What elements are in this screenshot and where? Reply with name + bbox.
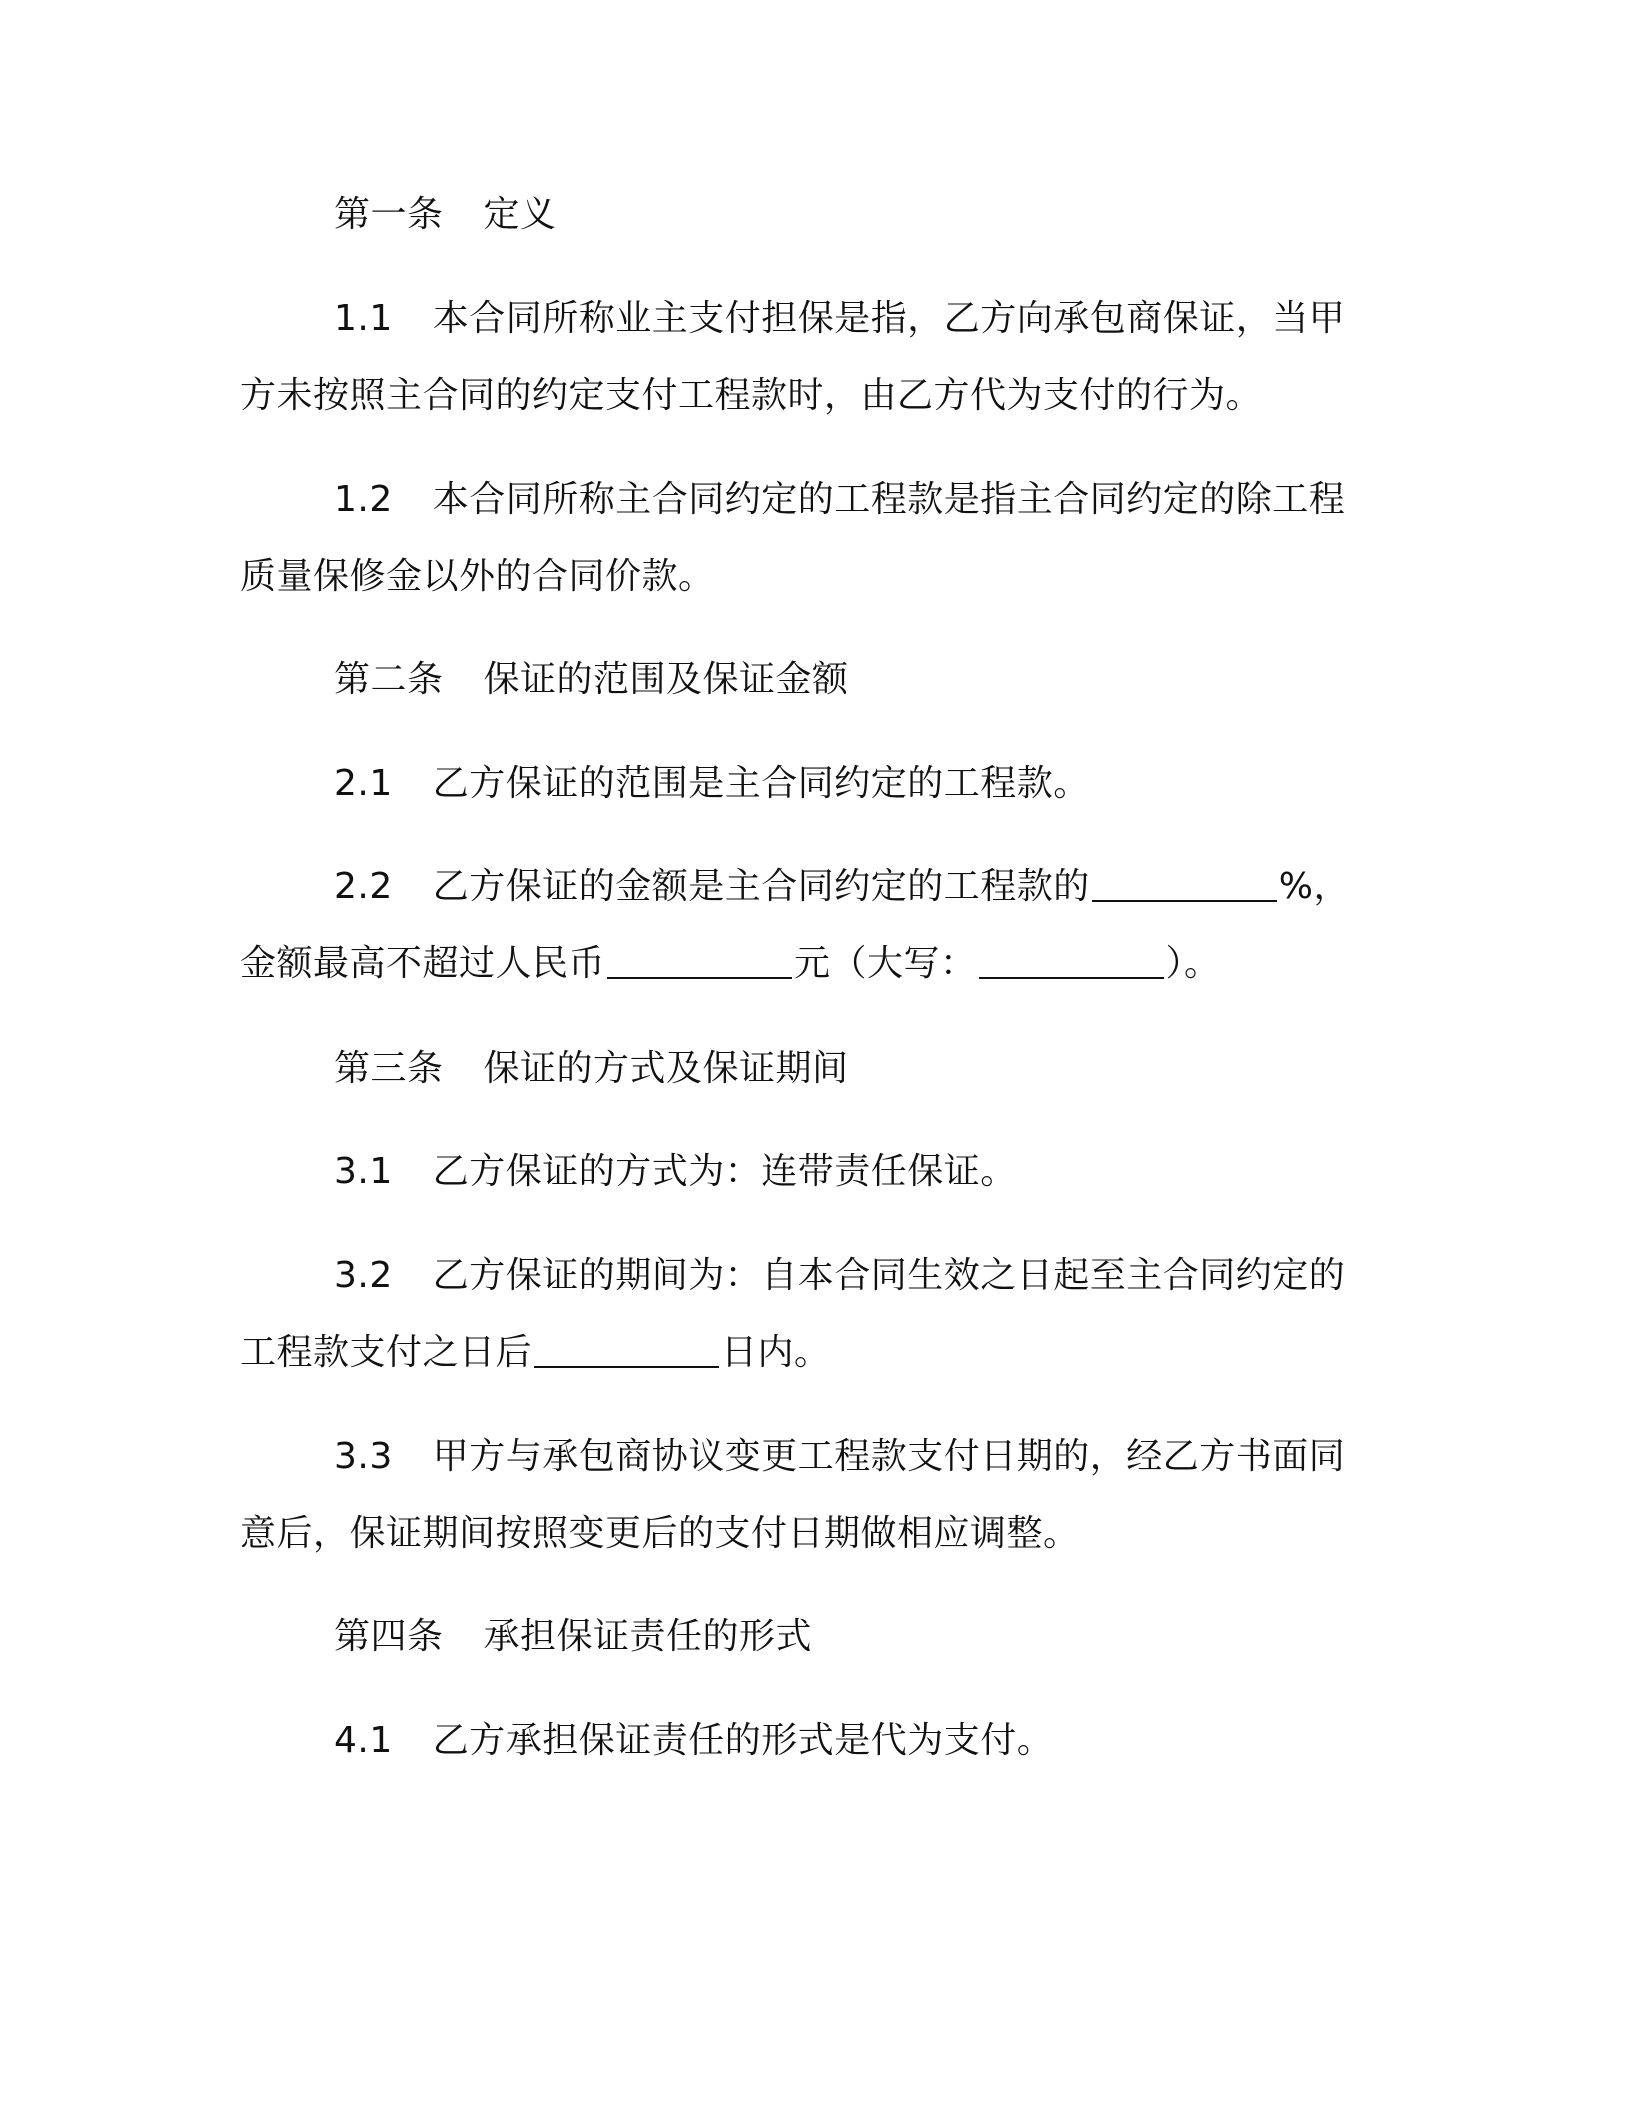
- clause-3-2-line-2: [240, 1330, 1360, 1375]
- amount-blank: [607, 941, 792, 979]
- clause-2-2-number: 2.2: [334, 866, 393, 907]
- clause-1-1-line-2: 方未按照主合同的约定支付工程款时，由乙方代为支付的行为。: [240, 375, 1263, 416]
- clause-2-2-line-1: [334, 864, 1454, 909]
- clause-3-2-pre: 工程款支付之日后: [240, 1332, 533, 1373]
- clause-3-3-text: 甲方与承包商协议变更工程款支付日期的，经乙方书面同: [432, 1436, 1346, 1477]
- article-3-label: 第三条: [334, 1048, 444, 1089]
- article-2-heading: [334, 657, 1454, 702]
- article-3-heading: [334, 1046, 1454, 1091]
- clause-3-1: [334, 1149, 1454, 1194]
- clause-2-1-number: 2.1: [334, 763, 393, 804]
- clause-3-2-number: 3.2: [334, 1255, 393, 1296]
- article-1-label: 第一条: [334, 194, 444, 235]
- clause-2-2-percent: %，: [1278, 866, 1350, 907]
- clause-2-2-line-2: [240, 941, 1360, 986]
- percentage-blank: [1092, 864, 1277, 902]
- clause-1-1-number: 1.1: [334, 298, 393, 339]
- article-4-label: 第四条: [334, 1616, 444, 1657]
- article-4-heading: [334, 1614, 1454, 1659]
- clause-3-1-number: 3.1: [334, 1151, 393, 1192]
- article-3-title: 保证的方式及保证期间: [483, 1048, 849, 1089]
- clause-2-1-text: 乙方保证的范围是主合同约定的工程款。: [432, 763, 1090, 804]
- article-2-label: 第二条: [334, 659, 444, 700]
- clause-3-3-line-1: [334, 1434, 1454, 1479]
- article-2-title: 保证的范围及保证金额: [483, 659, 849, 700]
- clause-1-2-number: 1.2: [334, 479, 393, 520]
- clause-2-2-text: 乙方保证的金额是主合同约定的工程款的: [432, 866, 1090, 907]
- article-1-heading: [334, 192, 1454, 237]
- clause-4-1-text: 乙方承担保证责任的形式是代为支付。: [432, 1720, 1054, 1761]
- clause-2-2-closing: ）。: [1165, 943, 1221, 984]
- clause-4-1: [334, 1718, 1454, 1763]
- article-1-title: 定义: [483, 194, 557, 235]
- clause-2-1: [334, 761, 1454, 806]
- clause-2-2-amount-text: 金额最高不超过人民币: [240, 943, 606, 984]
- clause-1-2-text: 本合同所称主合同约定的工程款是指主合同约定的除工程: [432, 479, 1346, 520]
- days-blank: [534, 1330, 719, 1368]
- clause-2-2-yuan-text: 元（大写：: [794, 943, 977, 984]
- clause-3-2-text: 乙方保证的期间为：自本合同生效之日起至主合同约定的: [432, 1255, 1346, 1296]
- clause-1-2-line-2: 质量保修金以外的合同价款。: [240, 556, 715, 597]
- amount-in-words-blank: [979, 941, 1164, 979]
- article-4-title: 承担保证责任的形式: [483, 1616, 813, 1657]
- clause-3-3-number: 3.3: [334, 1436, 393, 1477]
- clause-1-1-text: 本合同所称业主支付担保是指，乙方向承包商保证，当甲: [432, 298, 1346, 339]
- clause-3-3-line-2: 意后，保证期间按照变更后的支付日期做相应调整。: [240, 1513, 1080, 1554]
- clause-1-2-line-1: [334, 477, 1454, 522]
- clause-3-1-text: 乙方保证的方式为：连带责任保证。: [432, 1151, 1017, 1192]
- clause-3-2-line-1: [334, 1253, 1454, 1298]
- clause-1-1-line-1: [334, 296, 1454, 341]
- clause-3-2-post: 日内。: [721, 1332, 831, 1373]
- clause-4-1-number: 4.1: [334, 1720, 393, 1761]
